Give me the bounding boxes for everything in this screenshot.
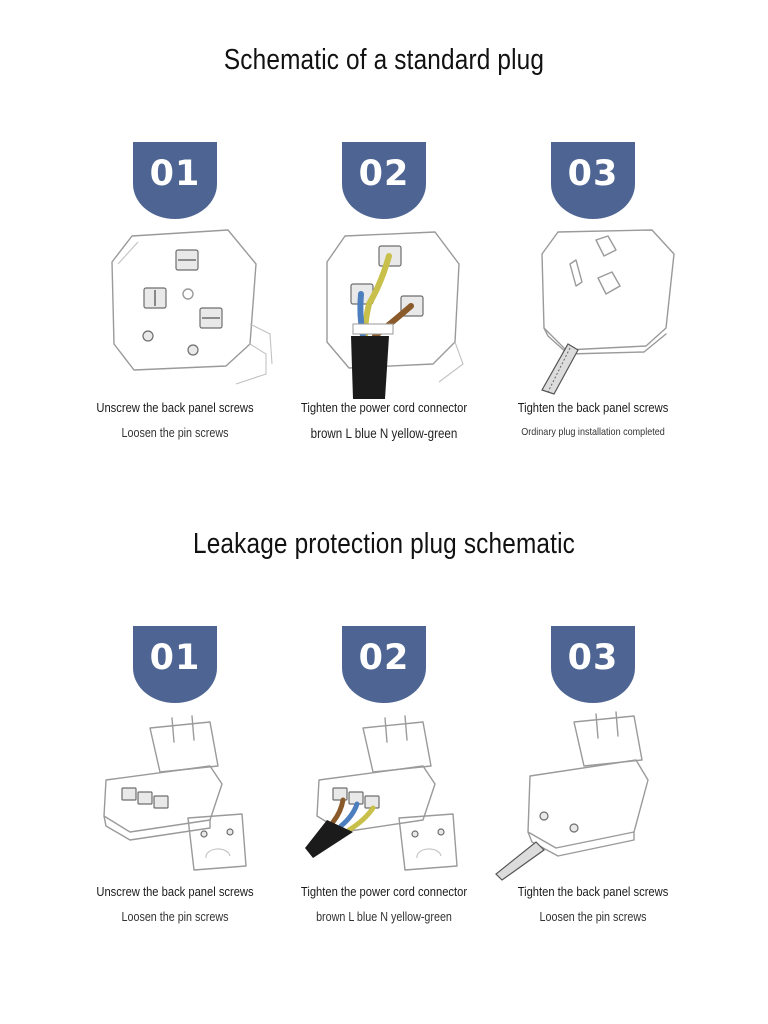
section-title-leakage-plug: Leakage protection plug schematic xyxy=(192,528,576,560)
step-instruction: Unscrew the back panel screws xyxy=(96,400,254,415)
leakage-step-2 xyxy=(269,626,499,936)
leakage-step-3 xyxy=(478,626,708,936)
step-badge xyxy=(133,626,217,703)
step-badge xyxy=(133,142,217,219)
step-detail: Loosen the pin screws xyxy=(121,426,229,440)
step-number: 02 xyxy=(358,638,410,678)
step-number: 01 xyxy=(149,638,201,678)
step-number: 03 xyxy=(567,638,619,678)
step-number: 02 xyxy=(358,154,410,194)
open-leakage-plug-icon xyxy=(60,708,290,883)
open-plug-terminals-icon xyxy=(60,224,290,399)
step-detail: Loosen the pin screws xyxy=(539,910,647,924)
section-title-standard-plug: Schematic of a standard plug xyxy=(223,44,545,76)
leakage-step-1 xyxy=(60,626,290,936)
step-badge xyxy=(551,626,635,703)
step-badge xyxy=(342,626,426,703)
step-number: 03 xyxy=(567,154,619,194)
step-instruction: Unscrew the back panel screws xyxy=(96,884,254,899)
step-instruction: Tighten the power cord connector xyxy=(300,884,468,899)
step-instruction: Tighten the back panel screws xyxy=(517,400,669,415)
step-badge xyxy=(342,142,426,219)
step-number: 01 xyxy=(149,154,201,194)
wired-leakage-plug-icon xyxy=(269,708,499,883)
step-instruction: Tighten the power cord connector xyxy=(300,400,468,415)
wired-plug-icon xyxy=(269,224,499,399)
closed-plug-icon xyxy=(478,224,708,399)
closed-leakage-plug-icon xyxy=(478,708,708,883)
step-detail: brown L blue N yellow-green xyxy=(310,426,458,441)
standard-step-1 xyxy=(60,142,290,452)
step-detail: Loosen the pin screws xyxy=(121,910,229,924)
step-detail: brown L blue N yellow-green xyxy=(316,910,452,924)
step-badge xyxy=(551,142,635,219)
standard-step-2 xyxy=(269,142,499,452)
step-detail: Ordinary plug installation completed xyxy=(521,426,665,438)
standard-step-3 xyxy=(478,142,708,452)
step-instruction: Tighten the back panel screws xyxy=(517,884,669,899)
